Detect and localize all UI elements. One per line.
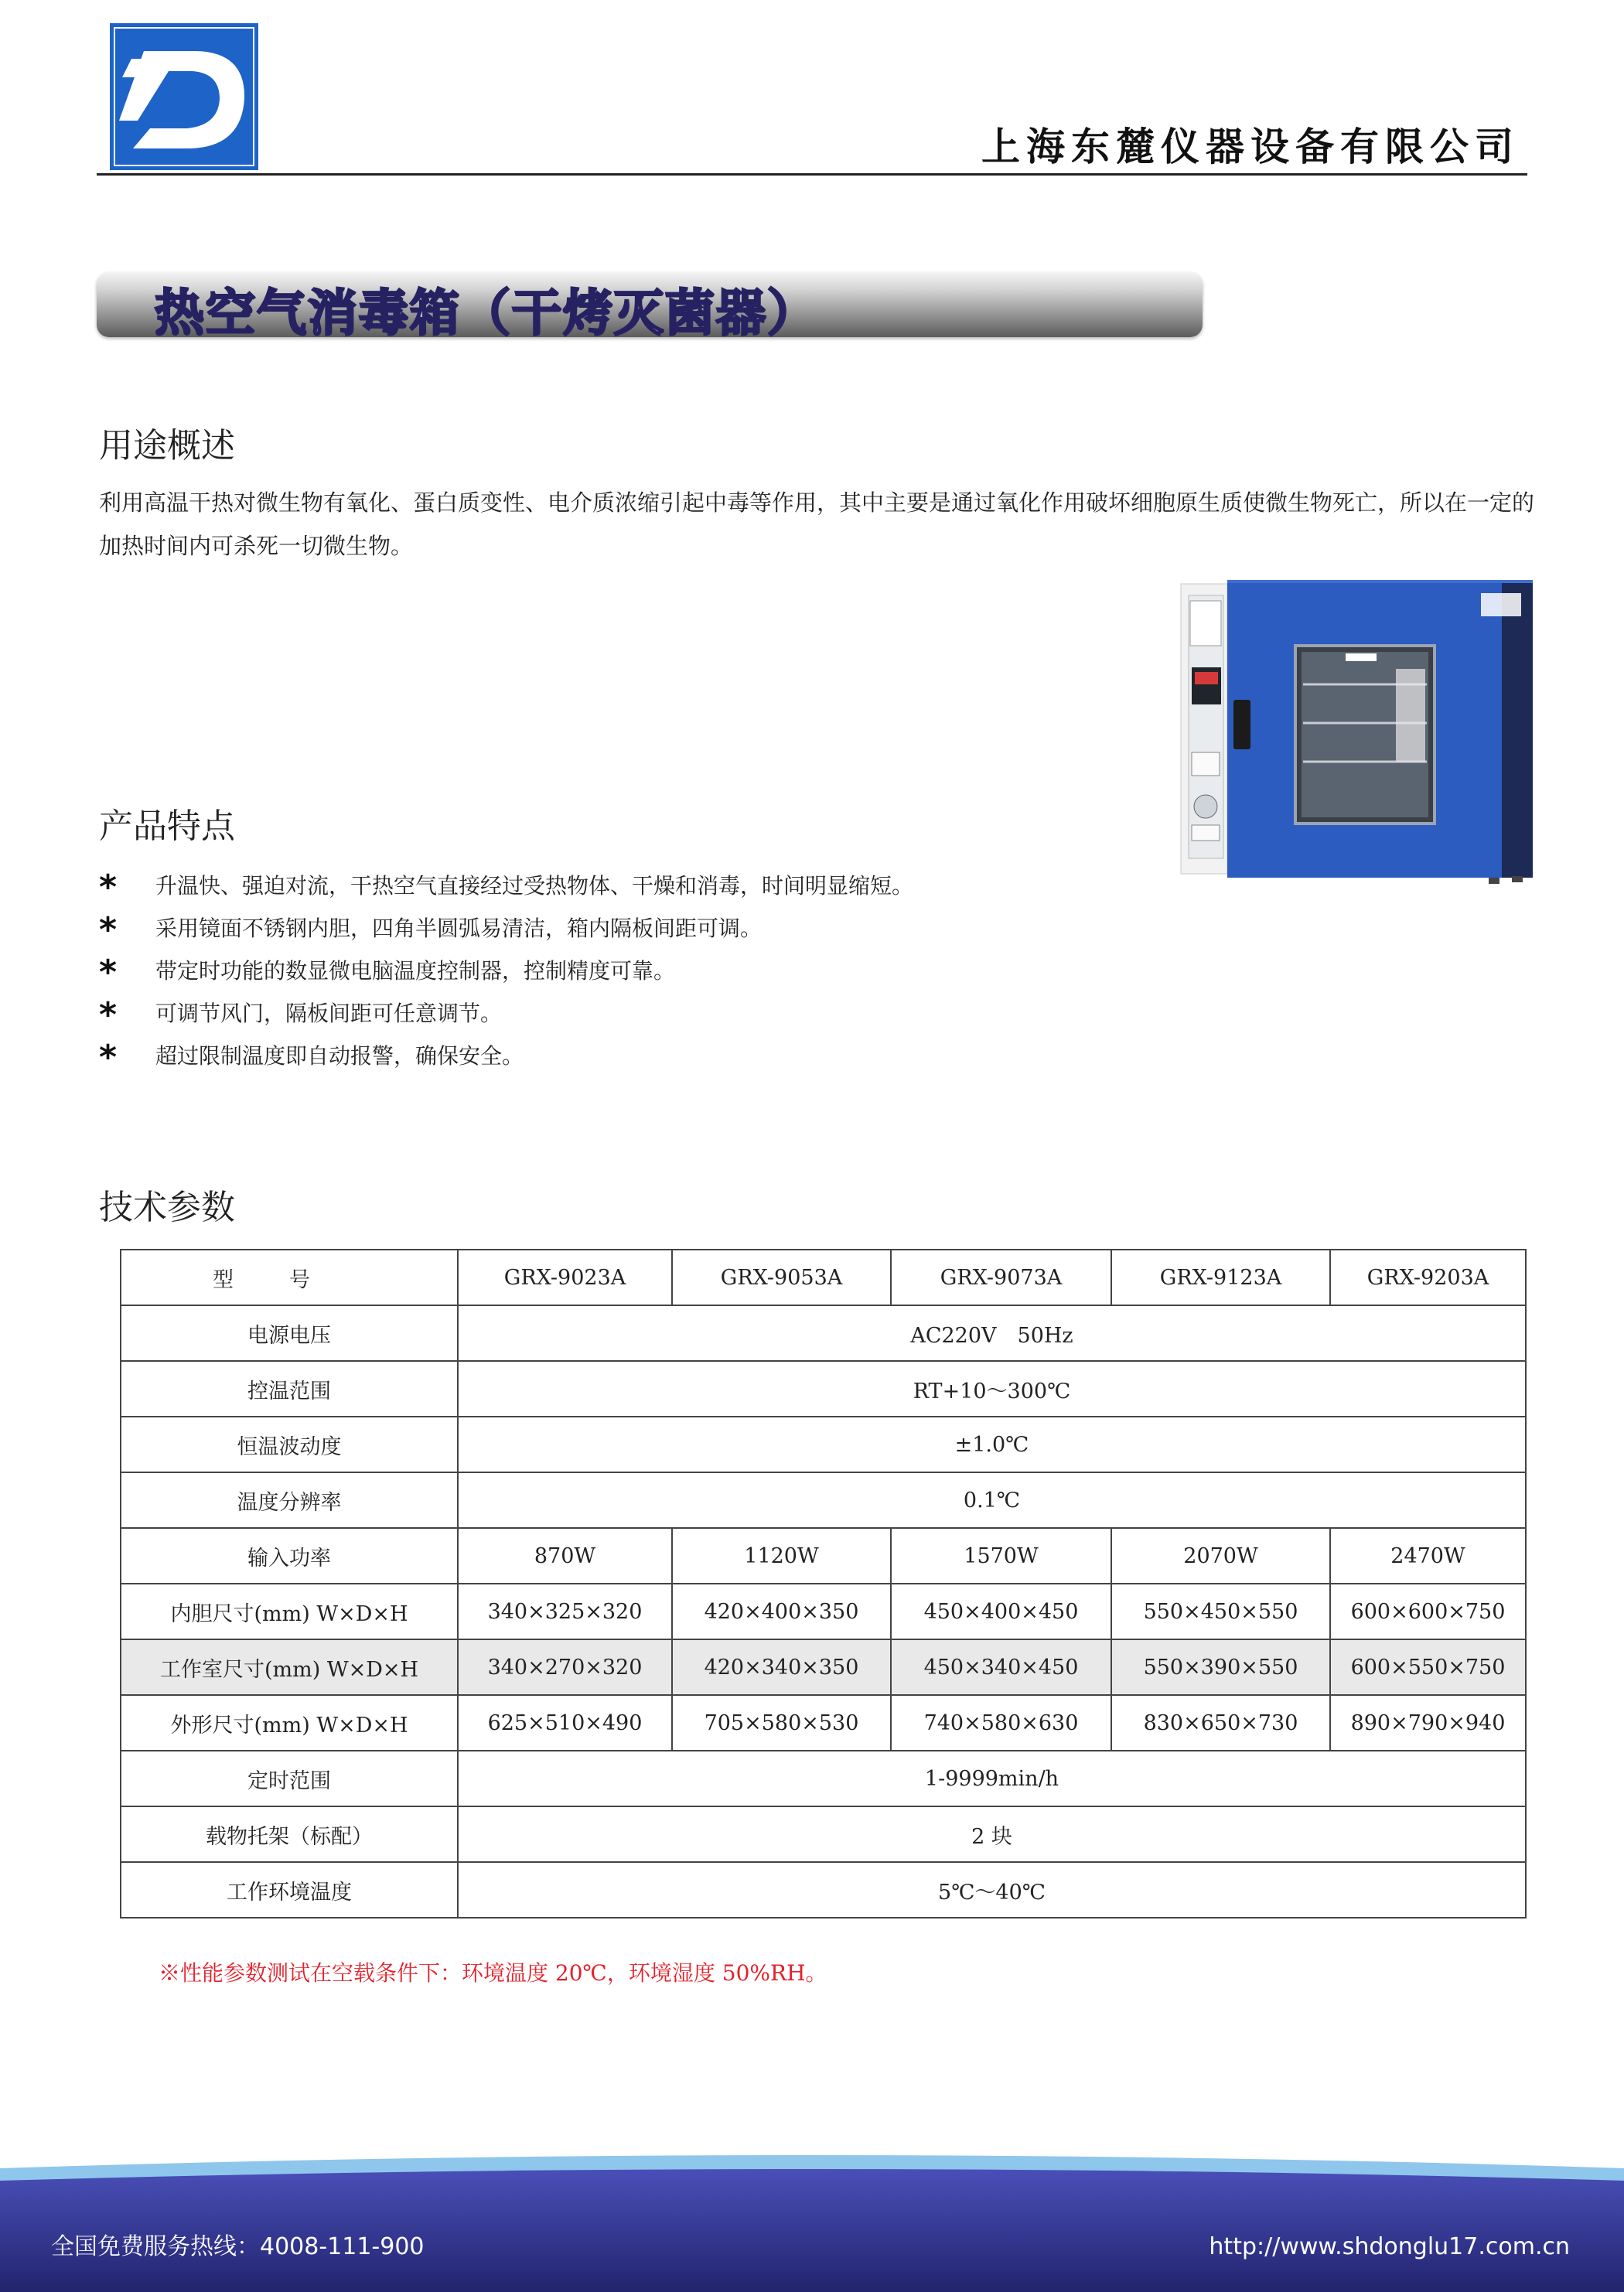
table-row	[121, 1695, 1526, 1751]
table-cell: 600×550×750	[1330, 1639, 1526, 1695]
spec-table	[120, 1249, 1527, 1919]
list-item	[99, 992, 913, 1035]
footer-band	[0, 2150, 1624, 2292]
page-title: 热空气消毒箱（干烤灭菌器）	[155, 285, 818, 343]
feature-text: 超过限制温度即自动报警，确保安全。	[155, 1043, 524, 1069]
company-logo	[110, 23, 258, 170]
row-label: 控温范围	[121, 1361, 458, 1417]
table-cell: AC220V 50Hz	[458, 1305, 1526, 1361]
table-cell: ±1.0℃	[458, 1417, 1526, 1472]
star-bullet-icon: *	[99, 868, 118, 907]
model-cell: GRX-9073A	[891, 1250, 1111, 1305]
website-link[interactable]: http://www.shdonglu17.com.cn	[1209, 2233, 1570, 2260]
table-cell: 450×340×450	[891, 1639, 1111, 1695]
model-cell: GRX-9023A	[458, 1250, 672, 1305]
table-cell: 705×580×530	[672, 1695, 891, 1751]
feature-text: 升温快、强迫对流，干热空气直接经过受热物体、干燥和消毒，时间明显缩短。	[155, 873, 914, 899]
table-row	[121, 1862, 1526, 1918]
row-label: 工作环境温度	[121, 1862, 458, 1918]
table-cell: 420×340×350	[672, 1639, 891, 1695]
table-cell: 5℃～40℃	[458, 1862, 1526, 1918]
star-bullet-icon: *	[99, 910, 118, 950]
model-cell: GRX-9123A	[1111, 1250, 1330, 1305]
table-cell: 340×270×320	[458, 1639, 672, 1695]
table-cell: 890×790×940	[1330, 1695, 1526, 1751]
table-row	[121, 1806, 1526, 1862]
product-photo	[1172, 576, 1539, 884]
feature-list	[99, 865, 913, 1077]
row-label: 载物托架（标配）	[121, 1806, 458, 1862]
table-row	[121, 1305, 1526, 1361]
model-cell: GRX-9053A	[672, 1250, 891, 1305]
service-hotline: 全国免费服务热线：4008-111-900	[51, 2233, 425, 2260]
table-cell: 1-9999min/h	[458, 1751, 1526, 1806]
row-label: 内胆尺寸(mm) W×D×H	[121, 1584, 458, 1639]
table-cell: 1570W	[891, 1528, 1111, 1584]
company-name: 上海东麓仪器设备有限公司	[981, 124, 1520, 169]
feature-text: 采用镜面不锈钢内胆，四角半圆弧易清洁，箱内隔板间距可调。	[155, 916, 763, 941]
table-cell: 2470W	[1330, 1528, 1526, 1584]
table-row	[121, 1639, 1526, 1695]
table-cell: 420×400×350	[672, 1584, 891, 1639]
table-cell: 830×650×730	[1111, 1695, 1330, 1751]
table-cell: 600×600×750	[1330, 1584, 1526, 1639]
star-bullet-icon: *	[99, 953, 118, 992]
table-cell: 625×510×490	[458, 1695, 672, 1751]
usage-heading: 用途概述	[99, 426, 235, 466]
list-item	[99, 907, 913, 950]
row-label: 外形尺寸(mm) W×D×H	[121, 1695, 458, 1751]
table-row	[121, 1361, 1526, 1417]
table-cell: 450×400×450	[891, 1584, 1111, 1639]
header-divider	[97, 173, 1527, 176]
table-cell: 740×580×630	[891, 1695, 1111, 1751]
test-condition-note: ※性能参数测试在空载条件下：环境温度 20℃，环境湿度 50%RH。	[159, 1960, 827, 1986]
table-row	[121, 1250, 1526, 1305]
star-bullet-icon: *	[99, 995, 118, 1035]
table-cell: 870W	[458, 1528, 672, 1584]
row-label: 工作室尺寸(mm) W×D×H	[121, 1639, 458, 1695]
table-cell: RT+10～300℃	[458, 1361, 1526, 1417]
feature-text: 可调节风门，隔板间距可任意调节。	[155, 1001, 503, 1026]
model-header-cell: 型号	[121, 1250, 458, 1305]
usage-description: 利用高温干热对微生物有氧化、蛋白质变性、电介质浓缩引起中毒等作用，其中主要是通过氧化作用破坏细胞原生质使微生物死亡，所以在一定的加热时间内可杀死一切微生物。	[99, 489, 1535, 559]
row-label: 恒温波动度	[121, 1417, 458, 1472]
table-row	[121, 1472, 1526, 1528]
row-label: 输入功率	[121, 1528, 458, 1584]
features-heading: 产品特点	[99, 807, 235, 846]
list-item	[99, 1035, 913, 1077]
table-cell: 550×450×550	[1111, 1584, 1330, 1639]
table-cell: 0.1℃	[458, 1472, 1526, 1528]
table-cell: 1120W	[672, 1528, 891, 1584]
star-bullet-icon: *	[99, 1038, 118, 1077]
feature-text: 带定时功能的数显微电脑温度控制器，控制精度可靠。	[155, 958, 676, 984]
list-item	[99, 950, 913, 992]
row-label: 温度分辨率	[121, 1472, 458, 1528]
table-cell: 550×390×550	[1111, 1639, 1330, 1695]
table-cell: 340×325×320	[458, 1584, 672, 1639]
table-cell: 2070W	[1111, 1528, 1330, 1584]
model-cell: GRX-9203A	[1330, 1250, 1526, 1305]
specs-heading: 技术参数	[99, 1188, 235, 1227]
table-row	[121, 1417, 1526, 1472]
table-row	[121, 1751, 1526, 1806]
list-item	[99, 865, 913, 907]
row-label: 定时范围	[121, 1751, 458, 1806]
row-label: 电源电压	[121, 1305, 458, 1361]
table-row	[121, 1528, 1526, 1584]
table-cell: 2 块	[458, 1806, 1526, 1862]
table-row	[121, 1584, 1526, 1639]
